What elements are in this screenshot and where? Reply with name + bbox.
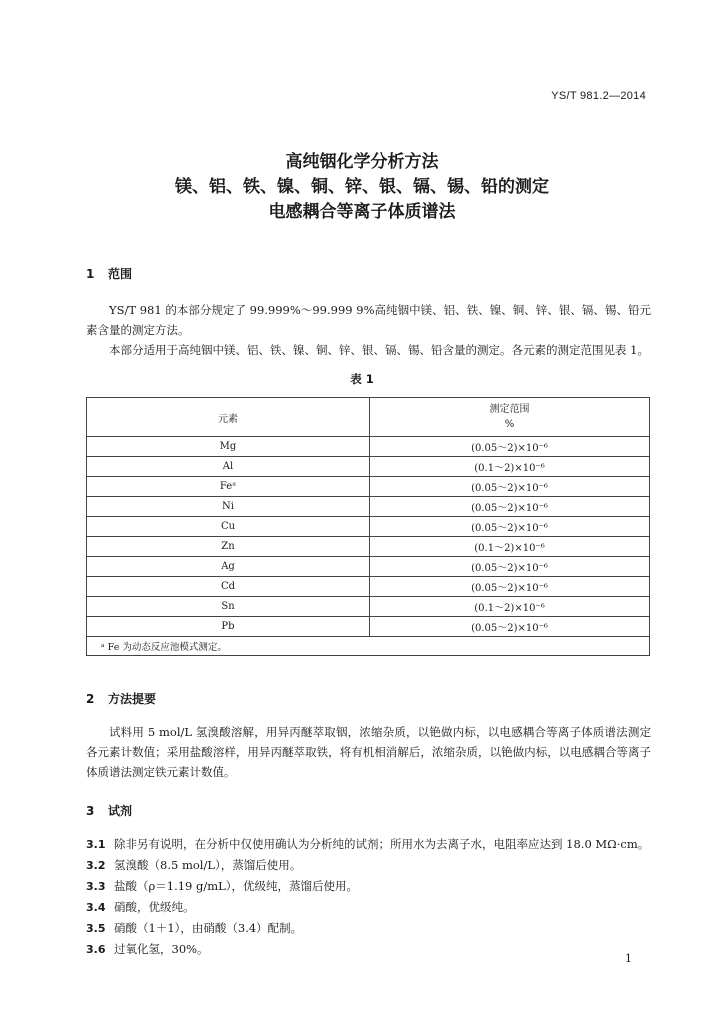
table-footnote: ᵃ Fe 为动态反应池模式测定。 bbox=[87, 637, 650, 656]
range-cell: (0.05～2)×10⁻⁶ bbox=[370, 497, 650, 517]
list-item bbox=[86, 876, 666, 897]
range-cell: (0.1～2)×10⁻⁶ bbox=[370, 457, 650, 477]
item-number: 3.3 bbox=[86, 880, 106, 893]
range-cell: (0.1～2)×10⁻⁶ bbox=[370, 597, 650, 617]
element-cell: Sn bbox=[87, 597, 370, 617]
table-row bbox=[87, 437, 650, 457]
document-title bbox=[0, 150, 724, 225]
section-1-heading bbox=[86, 265, 132, 282]
paragraph: YS/T 981 的本部分规定了 99.999%～99.999 9%高纯铟中镁、铝、铁、镍、铜、锌、银、镉、锡、铅元素含量的测定方法。 bbox=[86, 303, 651, 337]
table-row bbox=[87, 457, 650, 477]
element-cell: Cd bbox=[87, 577, 370, 597]
range-cell: (0.05～2)×10⁻⁶ bbox=[370, 577, 650, 597]
table-row bbox=[87, 557, 650, 577]
range-table bbox=[86, 397, 650, 656]
section-2-body bbox=[86, 722, 651, 782]
table-body bbox=[87, 437, 650, 637]
section-title: 试剂 bbox=[108, 804, 133, 818]
table-row bbox=[87, 577, 650, 597]
range-cell: (0.05～2)×10⁻⁶ bbox=[370, 477, 650, 497]
section-2-heading bbox=[86, 690, 156, 707]
paragraph: 试料用 5 mol/L 氢溴酸溶解，用异丙醚萃取铟，浓缩杂质，以铯做内标，以电感耦合等离子体质谱法测定各元素计数值；采用盐酸溶样，用异丙醚萃取铁，将有机相消解后，浓缩杂质，以铯做内标，以电感耦合等离子体质谱法测定铁元素计数值。 bbox=[86, 725, 651, 779]
section-1-body bbox=[86, 300, 651, 360]
section-number: 1 bbox=[86, 267, 95, 281]
list-item bbox=[86, 855, 666, 876]
element-cell: Mg bbox=[87, 437, 370, 457]
section-title: 方法提要 bbox=[108, 692, 157, 706]
item-text: 过氧化氢，30%。 bbox=[114, 942, 209, 956]
range-cell: (0.05～2)×10⁻⁶ bbox=[370, 517, 650, 537]
element-cell: Feᵃ bbox=[87, 477, 370, 497]
section-number: 2 bbox=[86, 692, 95, 706]
title-line-2: 镁、铝、铁、镍、铜、锌、银、镉、锡、铅的测定 bbox=[175, 177, 549, 197]
col-header-range-label: 测定范围 bbox=[489, 404, 530, 415]
table-header-row bbox=[87, 398, 650, 437]
item-text: 氢溴酸（8.5 mol/L），蒸馏后使用。 bbox=[114, 858, 302, 872]
col-header-range bbox=[370, 398, 650, 437]
element-cell: Zn bbox=[87, 537, 370, 557]
table-row bbox=[87, 517, 650, 537]
table-caption: 表 1 bbox=[350, 372, 374, 386]
page-number: 1 bbox=[625, 952, 632, 965]
standard-number: YS/T 981.2—2014 bbox=[551, 90, 646, 102]
list-item bbox=[86, 939, 666, 960]
reagent-list bbox=[86, 834, 666, 960]
element-cell: Cu bbox=[87, 517, 370, 537]
table-row bbox=[87, 537, 650, 557]
section-title: 范围 bbox=[108, 267, 133, 281]
range-cell: (0.05～2)×10⁻⁶ bbox=[370, 437, 650, 457]
element-cell: Pb bbox=[87, 617, 370, 637]
table-row bbox=[87, 617, 650, 637]
list-item bbox=[86, 834, 666, 855]
title-line-1: 高纯铟化学分析方法 bbox=[285, 152, 439, 172]
section-number: 3 bbox=[86, 804, 95, 818]
element-cell: Ag bbox=[87, 557, 370, 577]
item-number: 3.2 bbox=[86, 859, 106, 872]
element-cell: Ni bbox=[87, 497, 370, 517]
item-number: 3.6 bbox=[86, 943, 106, 956]
table-row bbox=[87, 477, 650, 497]
item-number: 3.1 bbox=[86, 838, 106, 851]
item-text: 盐酸（ρ＝1.19 g/mL），优级纯，蒸馏后使用。 bbox=[114, 879, 359, 893]
col-header-range-unit: % bbox=[504, 419, 515, 430]
item-text: 硝酸，优级纯。 bbox=[114, 900, 195, 914]
element-cell: Al bbox=[87, 457, 370, 477]
table-footnote-row bbox=[87, 637, 650, 656]
title-line-3: 电感耦合等离子体质谱法 bbox=[268, 202, 456, 222]
range-cell: (0.05～2)×10⁻⁶ bbox=[370, 617, 650, 637]
range-cell: (0.05～2)×10⁻⁶ bbox=[370, 557, 650, 577]
range-cell: (0.1～2)×10⁻⁶ bbox=[370, 537, 650, 557]
paragraph: 本部分适用于高纯铟中镁、铝、铁、镍、铜、锌、银、镉、锡、铅含量的测定。各元素的测定范围见表 1。 bbox=[109, 343, 649, 357]
section-3-heading bbox=[86, 802, 132, 819]
col-header-element: 元素 bbox=[87, 398, 370, 437]
list-item bbox=[86, 918, 666, 939]
item-number: 3.4 bbox=[86, 901, 106, 914]
item-text: 除非另有说明，在分析中仅使用确认为分析纯的试剂；所用水为去离子水，电阻率应达到 18.0 MΩ·cm。 bbox=[114, 837, 650, 851]
item-text: 硝酸（1＋1），由硝酸（3.4）配制。 bbox=[114, 921, 303, 935]
list-item bbox=[86, 897, 666, 918]
table-row bbox=[87, 597, 650, 617]
table-row bbox=[87, 497, 650, 517]
item-number: 3.5 bbox=[86, 922, 106, 935]
